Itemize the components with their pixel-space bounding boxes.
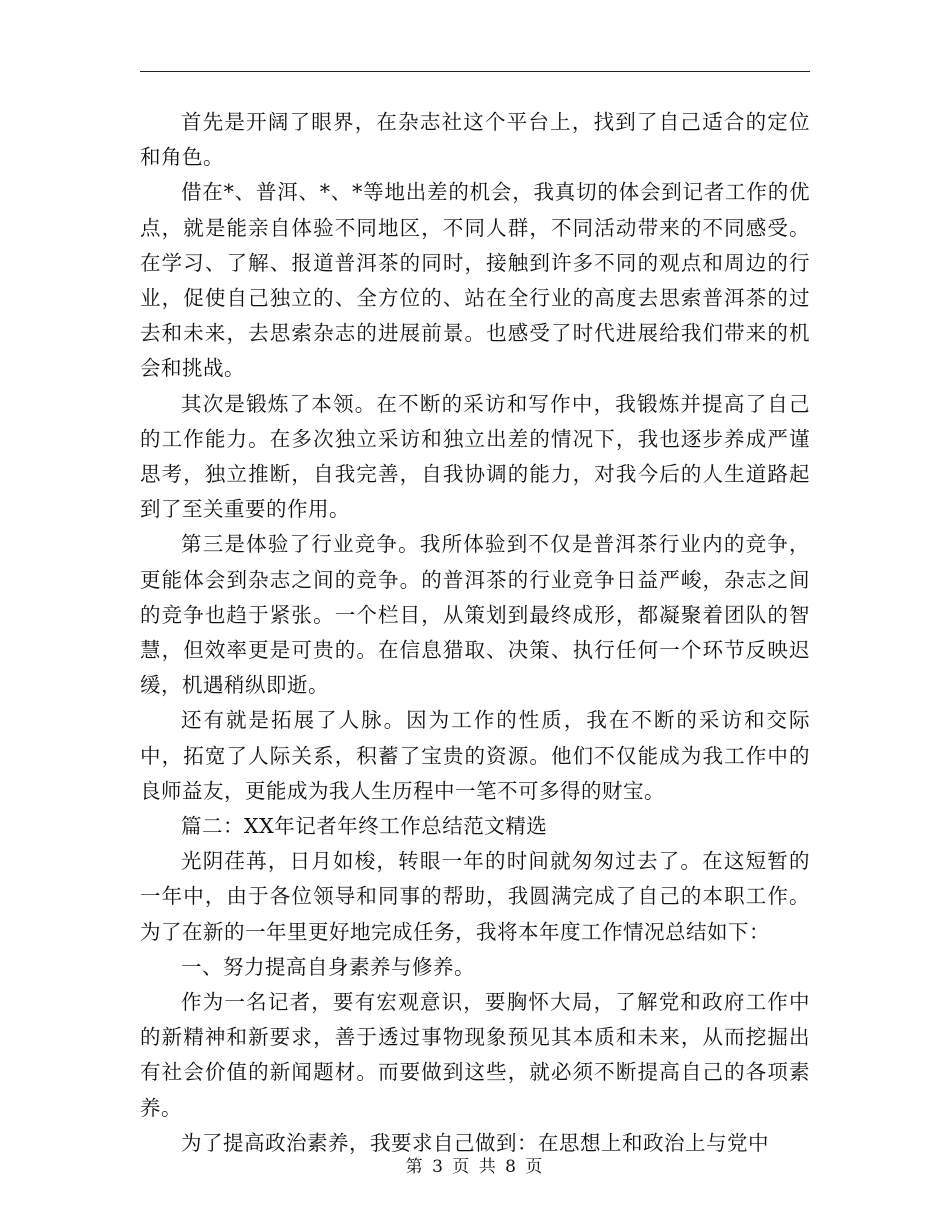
section-heading: 篇二：XX年记者年终工作总结范文精选 — [181, 814, 548, 839]
document-body — [140, 105, 810, 1161]
paragraph: 首先是开阔了眼界，在杂志社这个平台上，找到了自己适合的定位和角色。 — [140, 110, 810, 170]
paragraph: 借在*、普洱、*、*等地出差的机会，我真切的体会到记者工作的优点，就是能亲自体验不同地区，不同人群，不同活动带来的不同感受。在学习、了解、报道普洱茶的同时，接触到许多不同的观点和周边的行业，促使自己独立的、全方位的、站在全行业的高度去思索普洱茶的过去和未来，去思索杂志的进展前景。也感受了时代进展给我们带来的机会和挑战。 — [140, 180, 810, 381]
paragraph: 作为一名记者，要有宏观意识，要胸怀大局，了解党和政府工作中的新精神和新要求，善于透过事物现象预见其本质和未来，从而挖掘出有社会价值的新闻题材。而要做到这些，就必须不断提高自己的各项素养。 — [140, 990, 810, 1120]
paragraph: 其次是锻炼了本领。在不断的采访和写作中，我锻炼并提高了自己的工作能力。在多次独立采访和独立出差的情况下，我也逐步养成严谨思考，独立推断，自我完善，自我协调的能力，对我今后的人生道路起到了至关重要的作用。 — [140, 391, 810, 522]
paragraph: 还有就是拓展了人脉。因为工作的性质，我在不断的采访和交际中，拓宽了人际关系，积蓄了宝贵的资源。他们不仅能成为我工作中的良师益友，更能成为我人生历程中一笔不可多得的财宝。 — [140, 708, 810, 803]
header-rule — [140, 71, 810, 72]
paragraph: 光阴荏苒，日月如梭，转眼一年的时间就匆匆过去了。在这短暂的一年中，由于各位领导和同事的帮助，我圆满完成了自己的本职工作。为了在新的一年里更好地完成任务，我将本年度工作情况总结如下： — [140, 849, 810, 944]
paragraph: 第三是体验了行业竞争。我所体验到不仅是普洱茶行业内的竞争，更能体会到杂志之间的竞争。的普洱茶的行业竞争日益严峻，杂志之间的竞争也趋于紧张。一个栏目，从策划到最终成形，都凝聚着团队的智慧，但效率更是可贵的。在信息猎取、决策、执行任何一个环节反映迟缓，机遇稍纵即逝。 — [140, 532, 810, 698]
paragraph: 为了提高政治素养，我要求自己做到：在思想上和政治上与党中 — [181, 1130, 769, 1155]
subsection-heading: 一、努力提高自身素养与修养。 — [181, 954, 475, 979]
page-number-footer: 第 3 页 共 8 页 — [405, 1157, 545, 1177]
